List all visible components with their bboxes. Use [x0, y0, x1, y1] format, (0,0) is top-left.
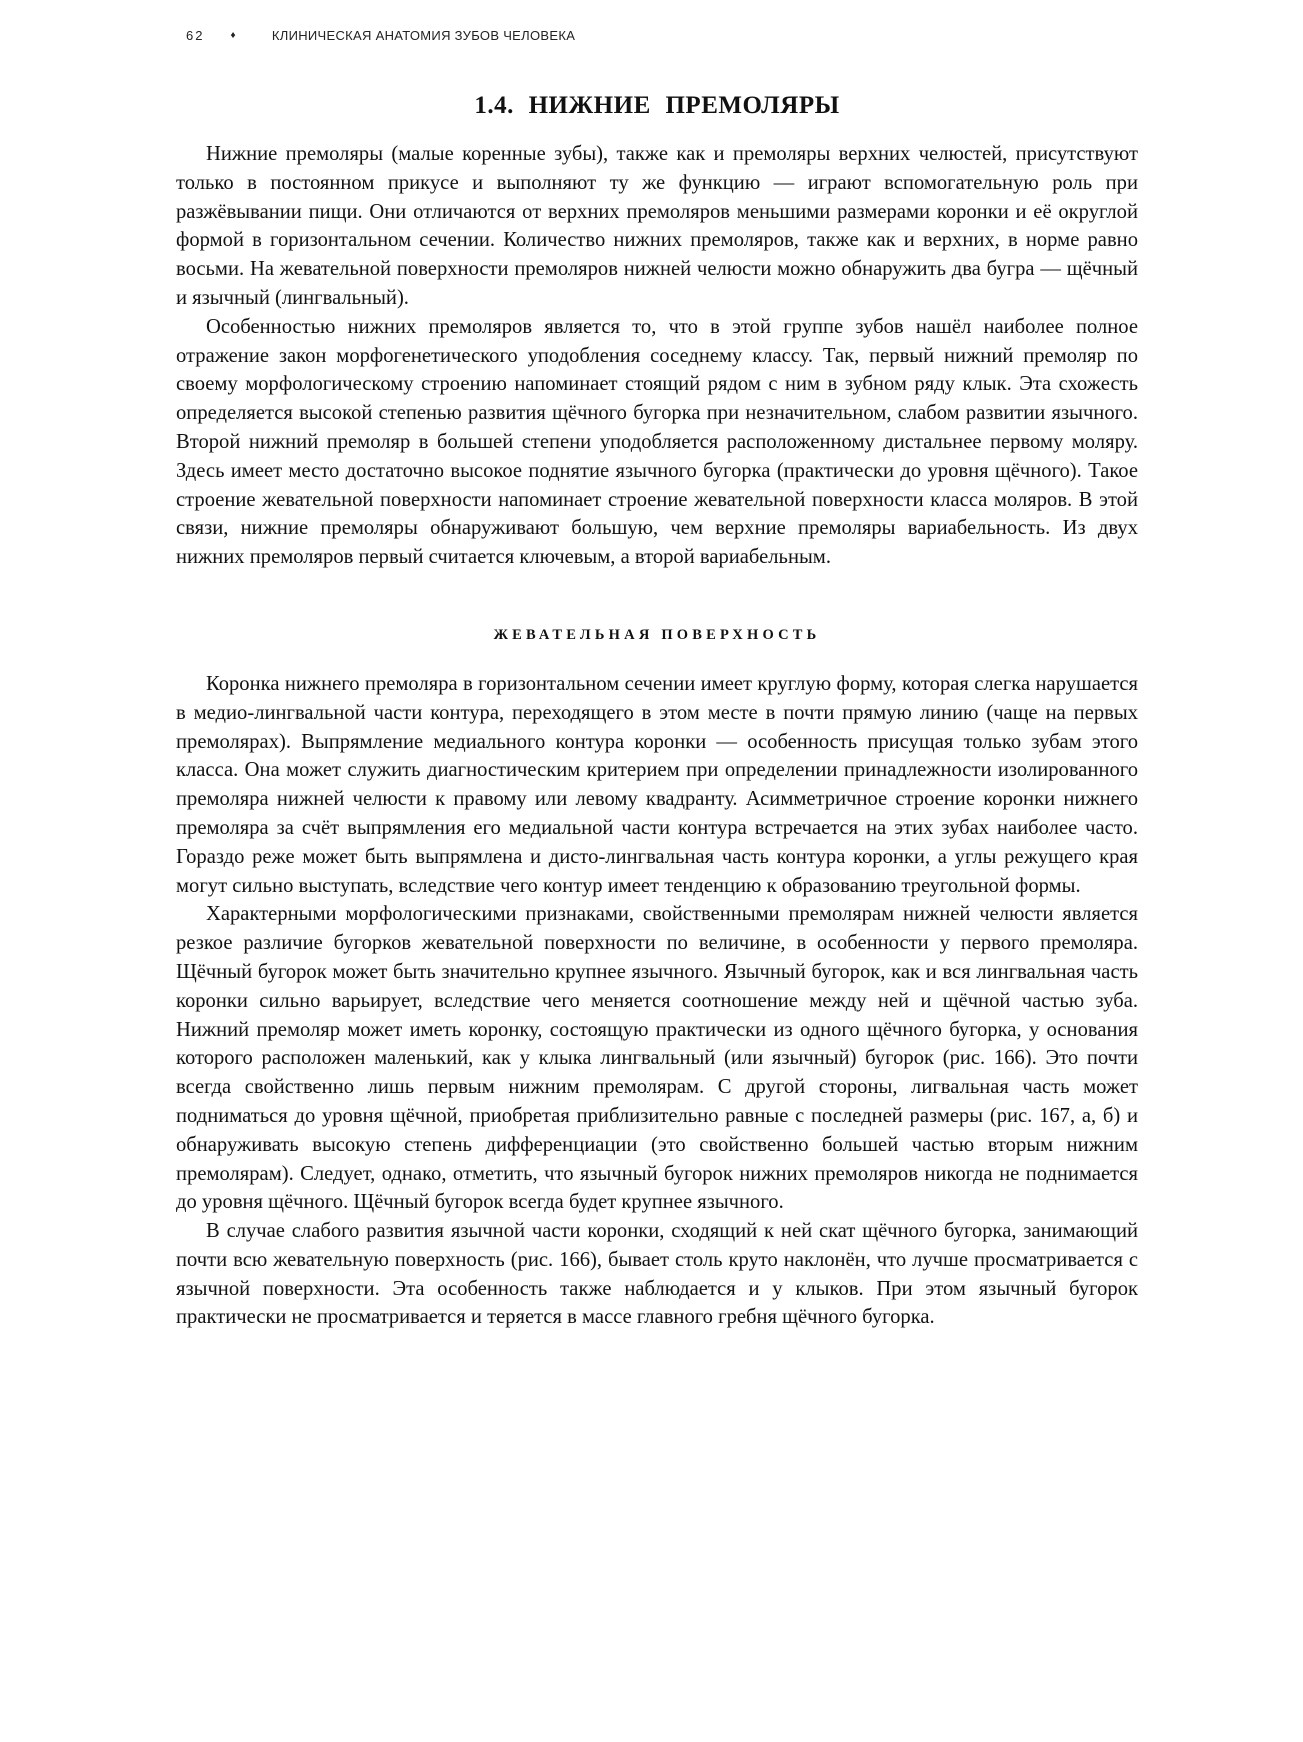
subsection-heading: ЖЕВАТЕЛЬНАЯ ПОВЕРХНОСТЬ [493, 626, 821, 643]
diamond-separator-icon: ♦ [230, 30, 236, 41]
running-header [186, 28, 575, 43]
section-title: 1.4. НИЖНИЕ ПРЕМОЛЯРЫ [474, 92, 840, 119]
subsection-paragraph-1: Коронка нижнего премоляра в горизонтальном сечении имеет круглую форму, которая слегка нарушается в медио-лингвальной части контура, переходящего в этом месте в почти прямую линию (чаще на первых премолярах). Выпрямление медиального контура коронки — особенность присущая только зубам этого класса. Она может служить диагностическим критерием при определении принадлежности изолированного премоляра нижней челюсти к правому или левому квадранту. Асимметричное строение коронки нижнего премоляра за счёт выпрямления его медиальной части контура встречается на этих зубах наиболее часто. Гораздо реже может быть выпрямлена и дисто-лингвальная часть контура коронки, а углы режущего края могут сильно выступать, вследствие чего контур имеет тенденцию к образованию треугольной формы. [176, 672, 1138, 897]
page-number: 62 [186, 28, 205, 43]
section-paragraph-1: Нижние премоляры (малые коренные зубы), также как и премоляры верхних челюстей, присутствуют только в постоянном прикусе и выполняют ту же функцию — играют вспомогательную роль при разжёвывании пищи. Они отличаются от верхних премоляров меньшими размерами коронки и её округлой формой в горизонтальном сечении. Количество нижних премоляров, также как и верхних, в норме равно восьми. На жевательной поверхности премоляров нижней челюсти можно обнаружить два бугра — щёчный и язычный (лингвальный). [176, 143, 1138, 309]
subsection-paragraph-2: Характерными морфологическими признаками, свойственными премолярам нижней челюсти является резкое различие бугорков жевательной поверхности по величине, в особенности у первого премоляра. Щёчный бугорок может быть значительно крупнее язычного. Язычный бугорок, как и вся лингвальная часть коронки сильно варьирует, вследствие чего меняется соотношение между ней и щёчной частью зуба. Нижний премоляр может иметь коронку, состоящую практически из одного щёчного бугорка, у основания которого расположен маленький, как у клыка лингвальный (или язычный) бугорок (рис. 166). Это почти всегда свойственно лишь первым нижним премолярам. С другой стороны, лигвальная часть может подниматься до уровня щёчной, приобретая приблизительно равные с последней размеры (рис. 167, а, б) и обнаруживать высокую степень дифференциации (это свойственно большей частью вторым нижним премолярам). Следует, однако, отметить, что язычный бугорок нижних премоляров никогда не поднимается до уровня щёчного. Щёчный бугорок всегда будет крупнее язычного. [176, 903, 1138, 1214]
page-content [176, 92, 1138, 1332]
subsection-paragraph-3: В случае слабого развития язычной части коронки, сходящий к ней скат щёчного бугорка, занимающий почти всю жевательную поверхность (рис. 166), бывает столь круто наклонён, что лучше просматривается с язычной поверхности. Эта особенность также наблюдается и у клыков. При этом язычный бугорок практически не просматривается и теряется в массе главного гребня щёчного бугорка. [176, 1220, 1138, 1329]
section-paragraph-2: Особенностью нижних премоляров является то, что в этой группе зубов нашёл наиболее полное отражение закон морфогенетического уподобления соседнему классу. Так, первый нижний премоляр по своему морфологическому строению напоминает стоящий рядом с ним в зубном ряду клык. Эта схожесть определяется высокой степенью развития щёчного бугорка при незначительном, слабом развитии язычного. Второй нижний премоляр в большей степени уподобляется расположенному дистальнее первому моляру. Здесь имеет место достаточно высокое поднятие язычного бугорка (практически до уровня щёчного). Такое строение жевательной поверхности напоминает строение жевательной поверхности класса моляров. В этой связи, нижние премоляры обнаруживают большую, чем верхние премоляры вариабельность. Из двух нижних премоляров первый считается ключевым, а второй вариабельным. [176, 315, 1138, 569]
running-title: КЛИНИЧЕСКАЯ АНАТОМИЯ ЗУБОВ ЧЕЛОВЕКА [271, 28, 576, 43]
